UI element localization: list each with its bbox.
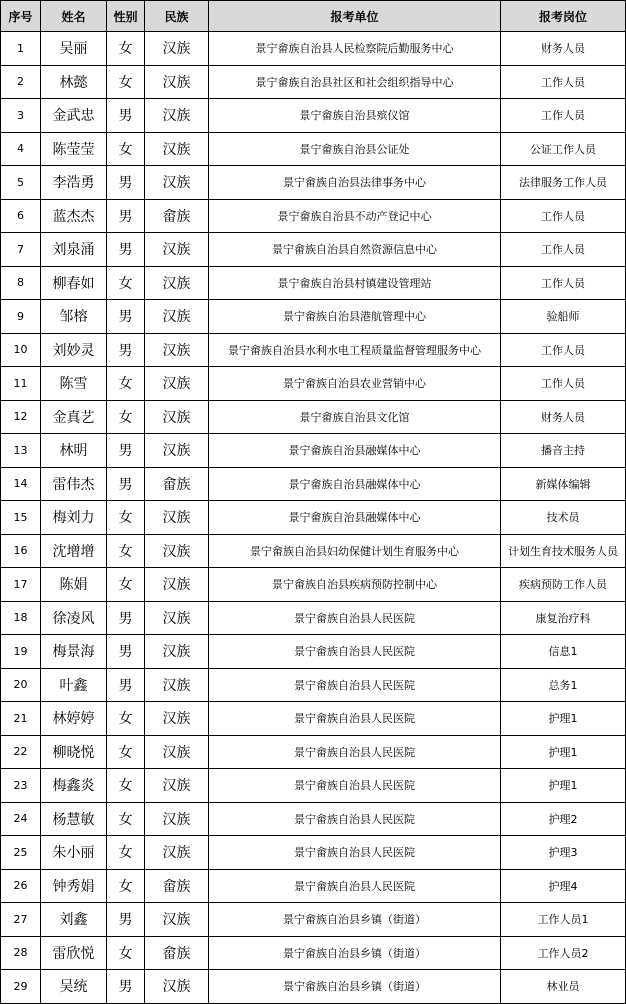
- cell-name: 雷伟杰: [41, 467, 107, 501]
- cell-gender: 女: [107, 702, 145, 736]
- cell-gender: 男: [107, 467, 145, 501]
- cell-ethnicity: 畲族: [145, 199, 209, 233]
- cell-name: 梅景海: [41, 635, 107, 669]
- table-row: [1, 32, 626, 66]
- cell-ethnicity: 汉族: [145, 735, 209, 769]
- cell-ethnicity: 汉族: [145, 333, 209, 367]
- cell-gender: 男: [107, 601, 145, 635]
- cell-ethnicity: 汉族: [145, 65, 209, 99]
- cell-name: 梅鑫炎: [41, 769, 107, 803]
- cell-ethnicity: 汉族: [145, 501, 209, 535]
- table-row: [1, 99, 626, 133]
- cell-ethnicity: 汉族: [145, 132, 209, 166]
- cell-unit: 景宁畲族自治县乡镇（街道）: [209, 970, 501, 1004]
- cell-unit: 景宁畲族自治县社区和社会组织指导中心: [209, 65, 501, 99]
- cell-name: 林婷婷: [41, 702, 107, 736]
- cell-gender: 女: [107, 936, 145, 970]
- cell-ethnicity: 畲族: [145, 936, 209, 970]
- cell-gender: 男: [107, 970, 145, 1004]
- cell-unit: 景宁畲族自治县人民医院: [209, 802, 501, 836]
- cell-unit: 景宁畲族自治县融媒体中心: [209, 467, 501, 501]
- table-row: [1, 333, 626, 367]
- cell-position: 疾病预防工作人员: [501, 568, 626, 602]
- header-name: 姓名: [41, 1, 107, 32]
- cell-position: 财务人员: [501, 400, 626, 434]
- cell-position: 工作人员: [501, 65, 626, 99]
- cell-index: 3: [1, 99, 41, 133]
- cell-unit: 景宁畲族自治县文化馆: [209, 400, 501, 434]
- cell-gender: 男: [107, 99, 145, 133]
- cell-name: 朱小丽: [41, 836, 107, 870]
- table-row: [1, 132, 626, 166]
- table-row: [1, 199, 626, 233]
- cell-unit: 景宁畲族自治县人民医院: [209, 769, 501, 803]
- table-row: [1, 668, 626, 702]
- cell-ethnicity: 汉族: [145, 970, 209, 1004]
- table-row: [1, 970, 626, 1004]
- cell-position: 技术员: [501, 501, 626, 535]
- cell-name: 徐凌风: [41, 601, 107, 635]
- cell-name: 叶鑫: [41, 668, 107, 702]
- cell-position: 护理1: [501, 735, 626, 769]
- cell-unit: 景宁畲族自治县自然资源信息中心: [209, 233, 501, 267]
- cell-gender: 男: [107, 903, 145, 937]
- table-row: [1, 769, 626, 803]
- cell-unit: 景宁畲族自治县人民医院: [209, 702, 501, 736]
- cell-position: 公证工作人员: [501, 132, 626, 166]
- cell-name: 陈娟: [41, 568, 107, 602]
- cell-unit: 景宁畲族自治县水利水电工程质量监督管理服务中心: [209, 333, 501, 367]
- cell-index: 19: [1, 635, 41, 669]
- table-row: [1, 936, 626, 970]
- cell-ethnicity: 汉族: [145, 635, 209, 669]
- cell-name: 刘妙灵: [41, 333, 107, 367]
- cell-position: 护理1: [501, 702, 626, 736]
- cell-name: 金真艺: [41, 400, 107, 434]
- header-position: 报考岗位: [501, 1, 626, 32]
- cell-index: 18: [1, 601, 41, 635]
- cell-name: 刘鑫: [41, 903, 107, 937]
- cell-index: 1: [1, 32, 41, 66]
- cell-unit: 景宁畲族自治县人民医院: [209, 836, 501, 870]
- cell-position: 信息1: [501, 635, 626, 669]
- cell-unit: 景宁畲族自治县人民医院: [209, 635, 501, 669]
- cell-ethnicity: 汉族: [145, 802, 209, 836]
- cell-unit: 景宁畲族自治县乡镇（街道）: [209, 903, 501, 937]
- cell-index: 11: [1, 367, 41, 401]
- table-row: [1, 400, 626, 434]
- cell-name: 沈增增: [41, 534, 107, 568]
- cell-unit: 景宁畲族自治县农业营销中心: [209, 367, 501, 401]
- header-gender: 性别: [107, 1, 145, 32]
- cell-position: 工作人员: [501, 199, 626, 233]
- cell-position: 工作人员1: [501, 903, 626, 937]
- cell-index: 29: [1, 970, 41, 1004]
- cell-position: 播音主持: [501, 434, 626, 468]
- cell-name: 柳春如: [41, 266, 107, 300]
- cell-position: 新媒体编辑: [501, 467, 626, 501]
- cell-gender: 女: [107, 534, 145, 568]
- cell-gender: 男: [107, 166, 145, 200]
- cell-ethnicity: 汉族: [145, 99, 209, 133]
- cell-unit: 景宁畲族自治县人民医院: [209, 668, 501, 702]
- cell-index: 12: [1, 400, 41, 434]
- cell-position: 验船师: [501, 300, 626, 334]
- cell-unit: 景宁畲族自治县融媒体中心: [209, 434, 501, 468]
- header-ethnicity: 民族: [145, 1, 209, 32]
- header-index: 序号: [1, 1, 41, 32]
- cell-position: 法律服务工作人员: [501, 166, 626, 200]
- cell-name: 梅刘力: [41, 501, 107, 535]
- cell-position: 工作人员: [501, 266, 626, 300]
- table-row: [1, 601, 626, 635]
- cell-gender: 女: [107, 568, 145, 602]
- cell-unit: 景宁畲族自治县妇幼保健计划生育服务中心: [209, 534, 501, 568]
- cell-index: 10: [1, 333, 41, 367]
- table-row: [1, 65, 626, 99]
- table-row: [1, 869, 626, 903]
- cell-index: 15: [1, 501, 41, 535]
- cell-position: 工作人员: [501, 99, 626, 133]
- cell-gender: 女: [107, 869, 145, 903]
- cell-index: 9: [1, 300, 41, 334]
- cell-ethnicity: 汉族: [145, 300, 209, 334]
- cell-gender: 女: [107, 367, 145, 401]
- cell-name: 邹榕: [41, 300, 107, 334]
- table-row: [1, 367, 626, 401]
- cell-index: 23: [1, 769, 41, 803]
- cell-index: 16: [1, 534, 41, 568]
- cell-ethnicity: 汉族: [145, 668, 209, 702]
- cell-index: 22: [1, 735, 41, 769]
- cell-name: 林懿: [41, 65, 107, 99]
- cell-ethnicity: 汉族: [145, 32, 209, 66]
- cell-position: 工作人员: [501, 333, 626, 367]
- table-row: [1, 434, 626, 468]
- cell-gender: 男: [107, 635, 145, 669]
- cell-gender: 女: [107, 836, 145, 870]
- cell-unit: 景宁畲族自治县港航管理中心: [209, 300, 501, 334]
- cell-ethnicity: 畲族: [145, 869, 209, 903]
- cell-name: 金武忠: [41, 99, 107, 133]
- cell-ethnicity: 汉族: [145, 568, 209, 602]
- cell-name: 刘泉涌: [41, 233, 107, 267]
- cell-position: 护理2: [501, 802, 626, 836]
- cell-ethnicity: 汉族: [145, 233, 209, 267]
- table-row: [1, 233, 626, 267]
- cell-index: 7: [1, 233, 41, 267]
- cell-gender: 男: [107, 333, 145, 367]
- cell-name: 蓝杰杰: [41, 199, 107, 233]
- cell-gender: 女: [107, 802, 145, 836]
- cell-gender: 女: [107, 400, 145, 434]
- cell-name: 吴丽: [41, 32, 107, 66]
- cell-position: 林业员: [501, 970, 626, 1004]
- table-row: [1, 702, 626, 736]
- cell-index: 20: [1, 668, 41, 702]
- cell-position: 计划生育技术服务人员: [501, 534, 626, 568]
- cell-index: 8: [1, 266, 41, 300]
- table-row: [1, 635, 626, 669]
- cell-gender: 女: [107, 32, 145, 66]
- cell-index: 13: [1, 434, 41, 468]
- cell-index: 17: [1, 568, 41, 602]
- cell-gender: 女: [107, 266, 145, 300]
- cell-ethnicity: 汉族: [145, 702, 209, 736]
- cell-index: 21: [1, 702, 41, 736]
- cell-unit: 景宁畲族自治县村镇建设管理站: [209, 266, 501, 300]
- cell-gender: 女: [107, 735, 145, 769]
- cell-position: 总务1: [501, 668, 626, 702]
- cell-name: 杨慧敏: [41, 802, 107, 836]
- cell-index: 5: [1, 166, 41, 200]
- header-unit: 报考单位: [209, 1, 501, 32]
- cell-gender: 女: [107, 65, 145, 99]
- table-row: [1, 166, 626, 200]
- cell-position: 工作人员: [501, 367, 626, 401]
- cell-index: 26: [1, 869, 41, 903]
- cell-index: 14: [1, 467, 41, 501]
- cell-position: 康复治疗科: [501, 601, 626, 635]
- cell-unit: 景宁畲族自治县人民检察院后勤服务中心: [209, 32, 501, 66]
- cell-unit: 景宁畲族自治县不动产登记中心: [209, 199, 501, 233]
- cell-ethnicity: 汉族: [145, 534, 209, 568]
- cell-ethnicity: 畲族: [145, 467, 209, 501]
- cell-index: 2: [1, 65, 41, 99]
- cell-name: 柳晓悦: [41, 735, 107, 769]
- cell-unit: 景宁畲族自治县乡镇（街道）: [209, 936, 501, 970]
- table-row: [1, 802, 626, 836]
- cell-ethnicity: 汉族: [145, 367, 209, 401]
- cell-position: 护理1: [501, 769, 626, 803]
- cell-ethnicity: 汉族: [145, 601, 209, 635]
- cell-index: 28: [1, 936, 41, 970]
- cell-unit: 景宁畲族自治县人民医院: [209, 869, 501, 903]
- cell-ethnicity: 汉族: [145, 434, 209, 468]
- cell-index: 25: [1, 836, 41, 870]
- cell-ethnicity: 汉族: [145, 166, 209, 200]
- header-row: [1, 1, 626, 32]
- cell-gender: 女: [107, 132, 145, 166]
- cell-unit: 景宁畲族自治县疾病预防控制中心: [209, 568, 501, 602]
- table-row: [1, 501, 626, 535]
- cell-unit: 景宁畲族自治县融媒体中心: [209, 501, 501, 535]
- table-body: [1, 32, 626, 1004]
- cell-name: 钟秀娟: [41, 869, 107, 903]
- cell-ethnicity: 汉族: [145, 400, 209, 434]
- cell-position: 财务人员: [501, 32, 626, 66]
- cell-position: 护理4: [501, 869, 626, 903]
- cell-unit: 景宁畲族自治县人民医院: [209, 601, 501, 635]
- table-row: [1, 568, 626, 602]
- cell-name: 吴统: [41, 970, 107, 1004]
- cell-index: 24: [1, 802, 41, 836]
- cell-position: 工作人员2: [501, 936, 626, 970]
- cell-gender: 男: [107, 199, 145, 233]
- cell-gender: 男: [107, 300, 145, 334]
- cell-name: 雷欣悦: [41, 936, 107, 970]
- table-row: [1, 836, 626, 870]
- cell-name: 李浩勇: [41, 166, 107, 200]
- cell-ethnicity: 汉族: [145, 903, 209, 937]
- cell-index: 27: [1, 903, 41, 937]
- cell-gender: 男: [107, 668, 145, 702]
- cell-unit: 景宁畲族自治县殡仪馆: [209, 99, 501, 133]
- table-row: [1, 735, 626, 769]
- table-row: [1, 534, 626, 568]
- cell-gender: 男: [107, 233, 145, 267]
- cell-index: 6: [1, 199, 41, 233]
- cell-name: 陈莹莹: [41, 132, 107, 166]
- cell-unit: 景宁畲族自治县法律事务中心: [209, 166, 501, 200]
- cell-unit: 景宁畲族自治县人民医院: [209, 735, 501, 769]
- table-row: [1, 300, 626, 334]
- cell-position: 工作人员: [501, 233, 626, 267]
- cell-ethnicity: 汉族: [145, 836, 209, 870]
- cell-ethnicity: 汉族: [145, 266, 209, 300]
- table-row: [1, 266, 626, 300]
- cell-gender: 女: [107, 501, 145, 535]
- cell-name: 陈雪: [41, 367, 107, 401]
- cell-name: 林明: [41, 434, 107, 468]
- cell-gender: 女: [107, 769, 145, 803]
- table-row: [1, 903, 626, 937]
- cell-unit: 景宁畲族自治县公证处: [209, 132, 501, 166]
- cell-gender: 男: [107, 434, 145, 468]
- cell-index: 4: [1, 132, 41, 166]
- cell-ethnicity: 汉族: [145, 769, 209, 803]
- cell-position: 护理3: [501, 836, 626, 870]
- table-row: [1, 467, 626, 501]
